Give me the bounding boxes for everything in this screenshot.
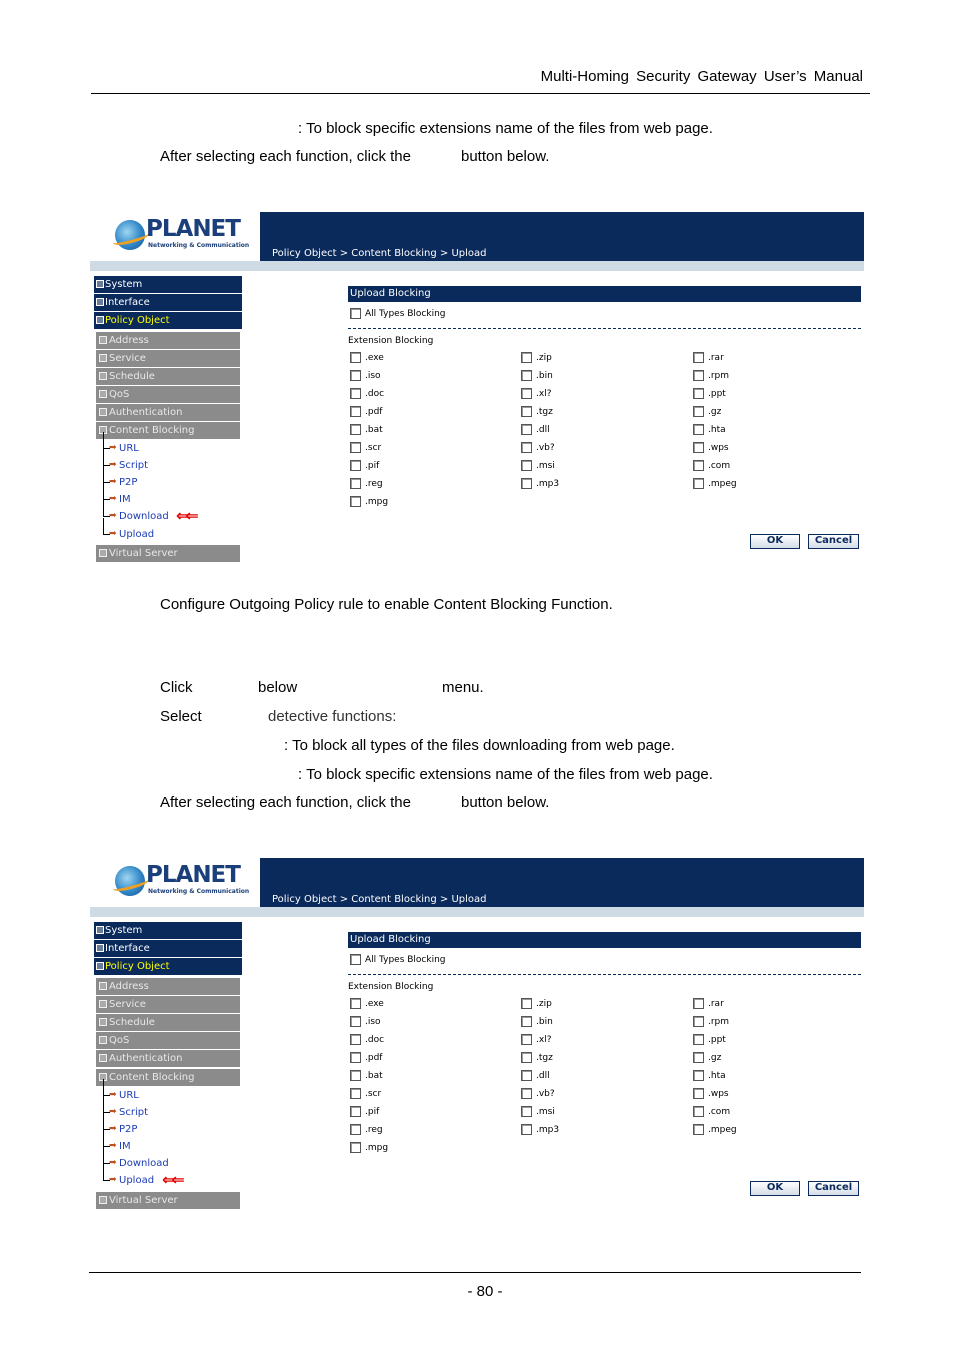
expand-icon	[99, 372, 107, 380]
checkbox-label: .mpeg	[708, 479, 737, 489]
checkbox[interactable]	[350, 1142, 361, 1153]
checkbox[interactable]	[350, 478, 361, 489]
planet-logo	[90, 858, 260, 907]
checkbox[interactable]	[521, 1052, 532, 1063]
ext-checkbox[interactable]	[521, 1106, 555, 1117]
nav-label: Interface	[105, 943, 150, 954]
checkbox-label: .gz	[708, 407, 722, 417]
checkbox-label: .rar	[708, 353, 724, 363]
ext-checkbox[interactable]	[693, 1052, 721, 1063]
ext-checkbox[interactable]	[350, 424, 383, 435]
ext-checkbox[interactable]	[350, 478, 383, 489]
checkbox[interactable]	[521, 460, 532, 471]
arrow-right-icon: ➡	[109, 1107, 117, 1117]
arrow-right-icon: ➡	[109, 460, 117, 470]
checkbox[interactable]	[693, 1088, 704, 1099]
breadcrumb: Policy Object > Content Blocking > Upload	[272, 248, 487, 259]
nav-label: URL	[119, 1090, 139, 1101]
checkbox-label: .iso	[365, 371, 381, 381]
brand-name: PLANET	[146, 216, 240, 242]
ext-checkbox[interactable]	[350, 1016, 381, 1027]
nav-policy-object[interactable]	[94, 312, 242, 329]
nav-label: Schedule	[109, 371, 155, 382]
ext-checkbox[interactable]	[350, 496, 388, 507]
arrow-right-icon: ➡	[109, 494, 117, 504]
checkbox-label: .exe	[365, 353, 384, 363]
ext-checkbox[interactable]	[693, 424, 726, 435]
nav-policy-object[interactable]	[94, 958, 242, 975]
text-line: Click	[160, 679, 193, 696]
ext-checkbox[interactable]	[693, 1088, 729, 1099]
expand-icon	[99, 1036, 107, 1044]
checkbox-label: .ppt	[708, 1035, 726, 1045]
nav-label: IM	[119, 494, 131, 505]
panel-title: Upload Blocking	[348, 286, 861, 302]
breadcrumb: Policy Object > Content Blocking > Upload	[272, 894, 487, 905]
ext-checkbox[interactable]	[693, 442, 729, 453]
nav-content-blocking[interactable]	[96, 422, 240, 439]
ext-checkbox[interactable]	[521, 1034, 551, 1045]
checkbox-label: .scr	[365, 1089, 382, 1099]
checkbox[interactable]	[693, 1034, 704, 1045]
expand-icon	[99, 982, 107, 990]
nav-schedule[interactable]	[96, 368, 240, 385]
ext-checkbox[interactable]	[350, 460, 379, 471]
header-banner	[260, 858, 864, 907]
checkbox[interactable]	[693, 460, 704, 471]
checkbox-label: .mpg	[365, 497, 389, 507]
checkbox[interactable]	[521, 352, 532, 363]
red-arrows-icon: ⇐⇐	[176, 506, 195, 525]
checkbox-label: .wps	[708, 1089, 729, 1099]
section-label: Extension Blocking	[348, 336, 434, 346]
ext-checkbox[interactable]	[350, 1052, 382, 1063]
checkbox-label: .wps	[708, 443, 729, 453]
expand-icon	[99, 1000, 107, 1008]
checkbox-label: .xl?	[536, 1035, 552, 1045]
checkbox[interactable]	[693, 1106, 704, 1117]
checkbox[interactable]	[693, 442, 704, 453]
nav-label: Policy Object	[105, 961, 170, 972]
nav-label: System	[105, 925, 143, 936]
expand-icon	[99, 1018, 107, 1026]
ext-checkbox[interactable]	[521, 352, 552, 363]
text-line: button below.	[461, 148, 550, 165]
checkbox-label: .bin	[536, 371, 553, 381]
checkbox[interactable]	[693, 998, 704, 1009]
nav-authentication[interactable]	[96, 1050, 240, 1067]
checkbox[interactable]	[350, 370, 361, 381]
checkbox-label: All Types Blocking	[365, 309, 446, 319]
checkbox[interactable]	[350, 954, 361, 965]
checkbox-label: All Types Blocking	[365, 955, 446, 965]
expand-icon	[99, 1196, 107, 1204]
ext-checkbox[interactable]	[350, 1034, 384, 1045]
text-line: : To block specific extensions name of the files from web page.	[298, 120, 713, 137]
nav-leaf-upload[interactable]	[100, 1173, 154, 1188]
ext-checkbox[interactable]	[521, 1052, 553, 1063]
collapse-icon	[96, 316, 104, 324]
ext-checkbox[interactable]	[693, 406, 721, 417]
checkbox[interactable]	[350, 1124, 361, 1135]
checkbox[interactable]	[350, 1016, 361, 1027]
arrow-right-icon: ➡	[109, 1124, 117, 1134]
ok-button[interactable]: OK	[750, 534, 800, 549]
nav-interface[interactable]	[94, 294, 242, 311]
ext-checkbox[interactable]	[693, 478, 737, 489]
checkbox-label: .zip	[536, 999, 552, 1009]
checkbox-label: .bin	[536, 1017, 553, 1027]
ext-checkbox[interactable]	[350, 388, 384, 399]
ext-checkbox[interactable]	[521, 1016, 553, 1027]
arrow-right-icon: ➡	[109, 1175, 117, 1185]
nav-label: Virtual Server	[109, 1195, 178, 1206]
checkbox[interactable]	[693, 352, 704, 363]
checkbox-label: .rpm	[708, 1017, 730, 1027]
checkbox[interactable]	[350, 1070, 361, 1081]
ext-checkbox[interactable]	[350, 406, 382, 417]
expand-icon	[99, 549, 107, 557]
checkbox[interactable]	[693, 1070, 704, 1081]
page-number: - 80 -	[467, 1283, 503, 1300]
expand-icon	[96, 926, 104, 934]
nav-label: Policy Object	[105, 315, 170, 326]
ext-checkbox[interactable]	[350, 1106, 379, 1117]
header-banner	[260, 212, 864, 261]
nav-label: Download	[119, 1158, 169, 1169]
checkbox-label: .vb?	[536, 1089, 555, 1099]
checkbox[interactable]	[521, 388, 532, 399]
ext-checkbox[interactable]	[350, 998, 384, 1009]
checkbox-label: .hta	[708, 425, 726, 435]
checkbox-label: .doc	[365, 1035, 385, 1045]
checkbox-label: .mpg	[365, 1143, 389, 1153]
checkbox-label: .dll	[536, 425, 550, 435]
checkbox[interactable]	[693, 370, 704, 381]
ui-screenshot-upload	[90, 858, 864, 1210]
checkbox[interactable]	[350, 352, 361, 363]
checkbox-label: .bat	[365, 425, 383, 435]
nav-label: Content Blocking	[109, 1072, 195, 1083]
text-line: After selecting each function, click the	[160, 148, 411, 165]
nav-label: Authentication	[109, 1053, 183, 1064]
nav-leaf-upload[interactable]	[100, 527, 154, 542]
header-strip	[90, 261, 864, 271]
checkbox-label: .vb?	[536, 443, 555, 453]
checkbox-label: .msi	[536, 461, 555, 471]
checkbox-label: .iso	[365, 1017, 381, 1027]
expand-icon	[99, 408, 107, 416]
nav-label: IM	[119, 1141, 131, 1152]
checkbox-label: .mp3	[536, 1125, 560, 1135]
ext-checkbox[interactable]	[521, 1088, 555, 1099]
planet-logo	[90, 212, 260, 261]
page-header-title: Multi-Homing Security Gateway User’s Manual	[540, 68, 863, 85]
nav-leaf-download[interactable]	[100, 1156, 169, 1171]
nav-label: Schedule	[109, 1017, 155, 1028]
expand-icon	[96, 280, 104, 288]
checkbox-label: .dll	[536, 1071, 550, 1081]
nav-service[interactable]	[96, 350, 240, 367]
ext-checkbox[interactable]	[350, 442, 381, 453]
nav-label: Virtual Server	[109, 548, 178, 559]
ext-checkbox[interactable]	[350, 1142, 388, 1153]
arrow-right-icon: ➡	[109, 1090, 117, 1100]
brand-name: PLANET	[146, 862, 240, 888]
nav-qos[interactable]	[96, 386, 240, 403]
nav-label: Upload	[119, 529, 155, 540]
checkbox-label: .xl?	[536, 389, 552, 399]
nav-virtual-server[interactable]	[96, 1192, 240, 1209]
ext-checkbox[interactable]	[350, 1070, 383, 1081]
panel-title: Upload Blocking	[348, 932, 861, 948]
nav-label: Service	[109, 353, 146, 364]
checkbox-label: .pdf	[365, 407, 383, 417]
ext-checkbox[interactable]	[350, 1088, 381, 1099]
checkbox-label: .pif	[365, 1107, 380, 1117]
arrow-right-icon: ➡	[109, 1158, 117, 1168]
ext-checkbox[interactable]	[521, 1070, 550, 1081]
checkbox[interactable]	[521, 406, 532, 417]
checkbox[interactable]	[521, 478, 532, 489]
arrow-right-icon: ➡	[109, 477, 117, 487]
ext-checkbox[interactable]	[521, 1124, 559, 1135]
checkbox-label: .reg	[365, 1125, 383, 1135]
expand-icon	[96, 298, 104, 306]
divider	[348, 328, 861, 329]
ext-checkbox[interactable]	[521, 460, 555, 471]
nav-label: P2P	[119, 1124, 138, 1135]
expand-icon	[99, 390, 107, 398]
checkbox[interactable]	[521, 424, 532, 435]
checkbox-label: .exe	[365, 999, 384, 1009]
checkbox-label: .tgz	[536, 407, 553, 417]
checkbox-label: .mpeg	[708, 1125, 737, 1135]
nav-label: Address	[109, 981, 149, 992]
checkbox-label: .zip	[536, 353, 552, 363]
checkbox-label: .doc	[365, 389, 385, 399]
checkbox[interactable]	[521, 998, 532, 1009]
text-line: After selecting each function, click the	[160, 794, 411, 811]
nav-label: Script	[119, 1107, 149, 1118]
red-arrows-icon: ⇐⇐	[162, 1170, 181, 1189]
checkbox[interactable]	[521, 370, 532, 381]
nav-authentication[interactable]	[96, 404, 240, 421]
checkbox-label: .rar	[708, 999, 724, 1009]
checkbox-label: .scr	[365, 443, 382, 453]
checkbox-label: .reg	[365, 479, 383, 489]
nav-label: QoS	[109, 389, 130, 400]
ext-checkbox[interactable]	[521, 478, 559, 489]
footer-rule	[89, 1272, 861, 1273]
checkbox[interactable]	[350, 442, 361, 453]
nav-label: System	[105, 279, 143, 290]
all-types-checkbox[interactable]	[350, 308, 446, 319]
nav-content-blocking[interactable]	[96, 1069, 240, 1086]
ext-checkbox[interactable]	[521, 388, 551, 399]
nav-label: Upload	[119, 1175, 155, 1186]
nav-label: QoS	[109, 1035, 130, 1046]
checkbox-label: .hta	[708, 1071, 726, 1081]
arrow-right-icon: ➡	[109, 443, 117, 453]
checkbox-label: .bat	[365, 1071, 383, 1081]
nav-qos[interactable]	[96, 1032, 240, 1049]
checkbox-label: .tgz	[536, 1053, 553, 1063]
header-rule	[91, 93, 870, 94]
checkbox[interactable]	[521, 1070, 532, 1081]
nav-label: Content Blocking	[109, 425, 195, 436]
checkbox-label: .pif	[365, 461, 380, 471]
checkbox[interactable]	[521, 1088, 532, 1099]
arrow-right-icon: ➡	[109, 529, 117, 539]
nav-label: Interface	[105, 297, 150, 308]
ext-checkbox[interactable]	[521, 370, 553, 381]
ext-checkbox[interactable]	[350, 370, 381, 381]
checkbox-label: .com	[708, 1107, 731, 1117]
checkbox-label: .com	[708, 461, 731, 471]
checkbox[interactable]	[350, 1106, 361, 1117]
nav-system[interactable]	[94, 276, 242, 293]
checkbox[interactable]	[350, 1034, 361, 1045]
nav-service[interactable]	[96, 996, 240, 1013]
ext-checkbox[interactable]	[693, 352, 724, 363]
upload-blocking-panel	[348, 932, 861, 1193]
all-types-checkbox[interactable]	[350, 954, 446, 965]
upload-blocking-panel	[348, 286, 861, 546]
nav-schedule[interactable]	[96, 1014, 240, 1031]
expand-icon	[99, 336, 107, 344]
ext-checkbox[interactable]	[350, 1124, 383, 1135]
checkbox-label: .rpm	[708, 371, 730, 381]
checkbox-label: .mp3	[536, 479, 560, 489]
checkbox[interactable]	[693, 388, 704, 399]
checkbox[interactable]	[350, 308, 361, 319]
checkbox[interactable]	[350, 998, 361, 1009]
checkbox-label: .msi	[536, 1107, 555, 1117]
checkbox[interactable]	[350, 1088, 361, 1099]
ext-checkbox[interactable]	[693, 1016, 729, 1027]
checkbox[interactable]	[693, 1124, 704, 1135]
nav-address[interactable]	[96, 332, 240, 349]
brand-tagline: Networking & Communication	[148, 888, 250, 895]
ext-checkbox[interactable]	[693, 1124, 737, 1135]
nav-label: Authentication	[109, 407, 183, 418]
collapse-icon	[96, 962, 104, 970]
nav-label: Service	[109, 999, 146, 1010]
text-line: detective functions:	[268, 708, 397, 725]
nav-label: Address	[109, 335, 149, 346]
text-line: below	[258, 679, 298, 696]
checkbox[interactable]	[521, 442, 532, 453]
checkbox[interactable]	[350, 406, 361, 417]
checkbox[interactable]	[521, 1016, 532, 1027]
nav-leaf-download[interactable]	[100, 509, 169, 524]
checkbox[interactable]	[693, 1016, 704, 1027]
checkbox[interactable]	[521, 1124, 532, 1135]
checkbox[interactable]	[693, 1052, 704, 1063]
ext-checkbox[interactable]	[521, 424, 550, 435]
text-line: : To block specific extensions name of the files from web page.	[298, 766, 713, 783]
nav-interface[interactable]	[94, 940, 242, 957]
ext-checkbox[interactable]	[693, 388, 726, 399]
checkbox[interactable]	[350, 1052, 361, 1063]
ext-checkbox[interactable]	[521, 406, 553, 417]
ext-checkbox[interactable]	[693, 1070, 726, 1081]
checkbox[interactable]	[350, 496, 361, 507]
checkbox[interactable]	[521, 1034, 532, 1045]
nav-system[interactable]	[94, 922, 242, 939]
divider	[348, 974, 861, 975]
checkbox-label: .pdf	[365, 1053, 383, 1063]
nav-label: URL	[119, 443, 139, 454]
checkbox[interactable]	[350, 460, 361, 471]
ui-screenshot-download	[90, 212, 864, 564]
expand-icon	[96, 944, 104, 952]
text-line: : To block all types of the files downloading from web page.	[284, 737, 675, 754]
cancel-button[interactable]: Cancel	[808, 1181, 859, 1196]
ok-button[interactable]: OK	[750, 1181, 800, 1196]
cancel-button[interactable]: Cancel	[808, 534, 859, 549]
text-line: Select	[160, 708, 202, 725]
section-label: Extension Blocking	[348, 982, 434, 992]
checkbox[interactable]	[693, 478, 704, 489]
arrow-right-icon: ➡	[109, 1141, 117, 1151]
nav-label: Script	[119, 460, 149, 471]
text-line: button below.	[461, 794, 550, 811]
text-line: menu.	[442, 679, 484, 696]
ext-checkbox[interactable]	[693, 460, 730, 471]
checkbox-label: .ppt	[708, 389, 726, 399]
header-strip	[90, 907, 864, 917]
checkbox[interactable]	[521, 1106, 532, 1117]
ext-checkbox[interactable]	[693, 998, 724, 1009]
checkbox[interactable]	[693, 424, 704, 435]
nav-label: Download	[119, 511, 169, 522]
ext-checkbox[interactable]	[350, 352, 384, 363]
checkbox[interactable]	[350, 388, 361, 399]
nav-virtual-server[interactable]	[96, 545, 240, 562]
brand-tagline: Networking & Communication	[148, 242, 250, 249]
expand-icon	[99, 354, 107, 362]
text-line: Configure Outgoing Policy rule to enable Content Blocking Function.	[160, 596, 613, 613]
ext-checkbox[interactable]	[693, 1034, 726, 1045]
ext-checkbox[interactable]	[693, 370, 729, 381]
expand-icon	[99, 1054, 107, 1062]
ext-checkbox[interactable]	[693, 1106, 730, 1117]
checkbox[interactable]	[693, 406, 704, 417]
nav-label: P2P	[119, 477, 138, 488]
checkbox-label: .gz	[708, 1053, 722, 1063]
ext-checkbox[interactable]	[521, 442, 555, 453]
arrow-right-icon: ➡	[109, 511, 117, 521]
checkbox[interactable]	[350, 424, 361, 435]
ext-checkbox[interactable]	[521, 998, 552, 1009]
nav-address[interactable]	[96, 978, 240, 995]
